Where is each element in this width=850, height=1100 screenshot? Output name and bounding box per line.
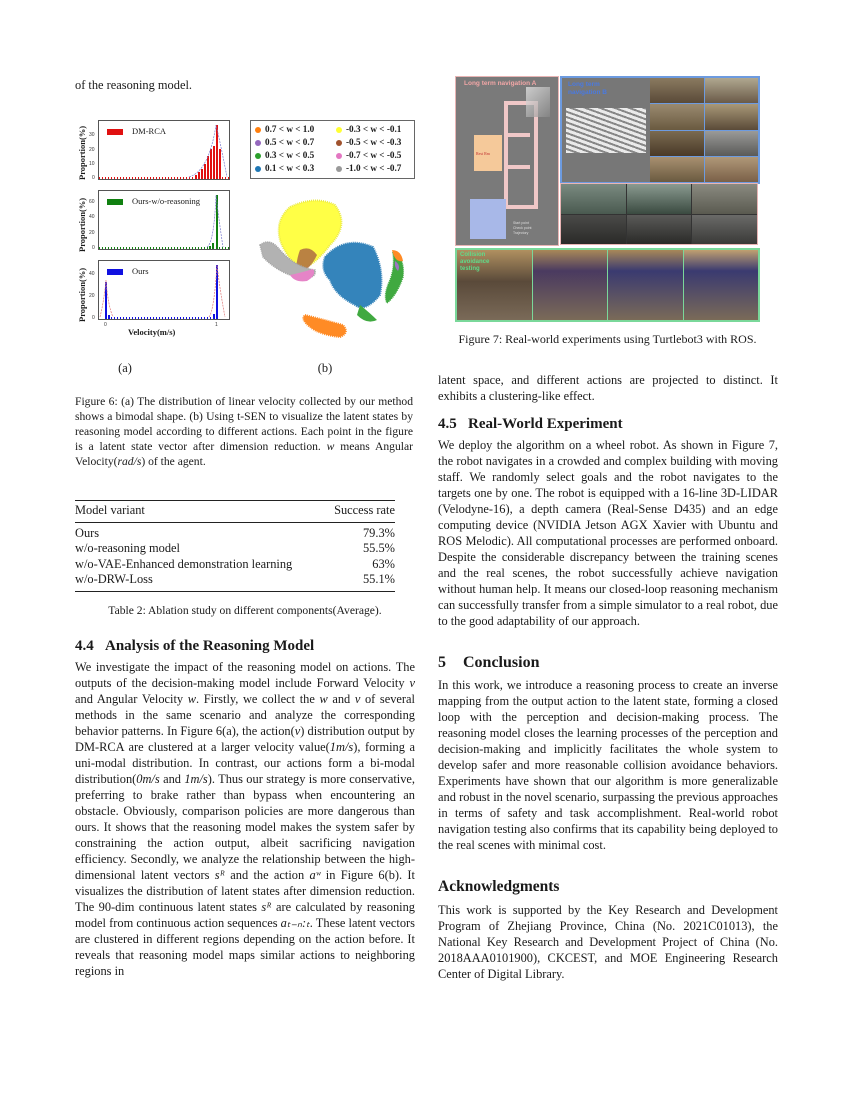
legend-dot-icon <box>255 127 261 133</box>
histogram-dm-rca: DM-RCA 30 20 10 0 <box>98 120 230 180</box>
map-panel-a: Long term navigation A Rest Rm Start point Check point Trajectory <box>455 76 559 246</box>
table-header-row: Model variant Success rate <box>75 503 395 517</box>
section-heading-4-4: 4.4 Analysis of the Reasoning Model <box>75 638 315 654</box>
table-row: w/o-DRW-Loss 55.1% <box>75 572 395 586</box>
acknowledgments-heading: Acknowledgments <box>438 878 560 895</box>
table2 <box>75 500 395 592</box>
table2-caption: Table 2: Ablation study on different components(Average). <box>108 604 382 617</box>
top-continuation-text: of the reasoning model. <box>75 78 192 92</box>
right-top-continuation: latent space, and different actions are projected to distinct. It exhibits a clustering-like effect. <box>438 373 778 403</box>
legend-dot-icon <box>336 127 342 133</box>
legend-label: Ours-w/o-reasoning <box>132 196 200 206</box>
subfigure-a-label: (a) <box>118 361 132 375</box>
y-axis-label: Proportion(%) <box>77 125 87 180</box>
histogram-ours-wo-reasoning: Ours-w/o-reasoning 60 40 20 0 <box>98 190 230 250</box>
figure7-caption: Figure 7: Real-world experiments using Turtlebot3 with ROS. <box>458 332 757 346</box>
section-5-body: In this work, we introduce a reasoning process to create an inverse mapping from the output action to the latent state, forming a closed loop with the perception and decision-making process. The reasoning model closes the learning processes of the perception and decision-making and implicitly facilitates the whole system to develop safer and more reasonable collision avoidance behaviors. Experiments have shown that our algorithm is more generalizable and robust in the novel scenario, surpassing the previous approaches in terms of safety and task accomplishment. Real-world robot navigation testing also confirms that its capability being deployed to the real scenes with minimal cost. <box>438 678 778 852</box>
figure6-caption: Figure 6: (a) The distribution of linear velocity collected by our method shows a bimodal shape. (b) Using t-SEN to visualize the latent states by reasoning model according to different actions. Each point in the figure is a latent state vector after dimension reduction. w means Angular Velocity(rad/s) of the agent. <box>75 395 413 468</box>
acknowledgments-body: This work is supported by the Key Research and Development Program of Zhejiang Province, China (No. 2021C01013), the National Key Research and Development Project of China (No. 2018AAA0101900), CKCEST, and MOE Engineering Research Center of Digital Library. <box>438 903 778 981</box>
collision-avoidance-panel: Collision avoidance testing <box>455 248 760 322</box>
legend-dot-icon <box>255 166 261 172</box>
section-4-5-body: We deploy the algorithm on a wheel robot. As shown in Figure 7, the robot navigates in a crowded and complex building with moving staff. We randomly select goals and the robot navigates to the targets one by one. The robot is equipped with a 16-line 3D-LIDAR (Velodyne-16), a depth camera (Real-Sense D435) and an edge computing device (NVIDIA Jetson AGX Xavier with Ubuntu and ROS Melodic). All computational processes are performed onboard. Despite the considerable discrepancy between the training scenes and the real scenes, the robot successfully achieve navigation without human help. It means our closed-loop reasoning mechanism can successfully transfer from a simple simulator to a real robot, due to the good adaptability of our approach. <box>438 438 778 628</box>
table-row: w/o-VAE-Enhanced demonstration learning 63% <box>75 556 395 571</box>
legend-dot-icon <box>336 140 342 146</box>
tsne-legend: 0.7 < w < 1.0 0.5 < w < 0.7 0.3 < w < 0.5 0.1 < w < 0.3 -0.3 < w < -0.1 -0.5 < w < -0.3 -0.7 < w < -0.5 -1.0 < w < -0.7 <box>250 120 415 179</box>
photo-strip-hallway <box>560 183 758 245</box>
subfigure-b-label: (b) <box>317 361 333 375</box>
y-axis-label: Proportion(%) <box>77 267 87 322</box>
table-row: Ours 79.3% <box>75 525 395 540</box>
table-row: w/o-reasoning model 55.5% <box>75 541 395 555</box>
tsne-scatter <box>255 195 415 345</box>
x-axis-label: Velocity(m/s) <box>128 327 176 337</box>
map-legend: Start point Check point Trajectory <box>513 221 532 235</box>
histogram-ours: Ours 40 20 0 0 1 <box>98 260 230 320</box>
legend-dot-icon <box>336 153 342 159</box>
section-heading-5: 5 Conclusion <box>438 654 540 671</box>
section-heading-4-5: 4.5 Real-World Experiment <box>438 416 623 432</box>
y-axis-label: Proportion(%) <box>77 197 87 252</box>
legend-dot-icon <box>336 166 342 172</box>
section-4-4-body: We investigate the impact of the reasoning model on actions. The outputs of the decision-making model include Forward Velocity v and Angular Velocity w. Firstly, we collect the w and v of several methods in the same scenario and analyze the corresponding behavior patterns. In Figure 6(a), the action(v) distribution output by DM-RCA are clustered at a larger velocity value(1m/s), forming a uni-modal distribution. In contrast, our actions form a bi-modal distribution(0m/s and 1m/s). Thus our strategy is more conservative, preferring to brake rather than bypass when encountering an obstacle. Obviously, comparison policies are more dangerous than ours. It shows that the reasoning model makes the system safer by constraining the action output, albeit sacrificing navigation efficiency. Secondly, we analyze the relationship between the high-dimensional latent vectors sᴿ and the action aʷ in Figure 6(b). It visualizes the distribution of latent states after dimension reduction. The 90-dim continuous latent states sᴿ are calculated by reasoning model from continuous action sequences aₜ₋ₙ:ₜ. These latent vectors are clustered in different regions depending on the action before. It reveals that reasoning model maps similar actions to neighboring regions in <box>75 660 415 978</box>
legend-dot-icon <box>255 153 261 159</box>
legend-label: Ours <box>132 266 149 276</box>
figure7 <box>455 76 760 346</box>
legend-dot-icon <box>255 140 261 146</box>
map-panel-b: Long term navigation B <box>560 76 760 184</box>
legend-label: DM-RCA <box>132 126 167 136</box>
